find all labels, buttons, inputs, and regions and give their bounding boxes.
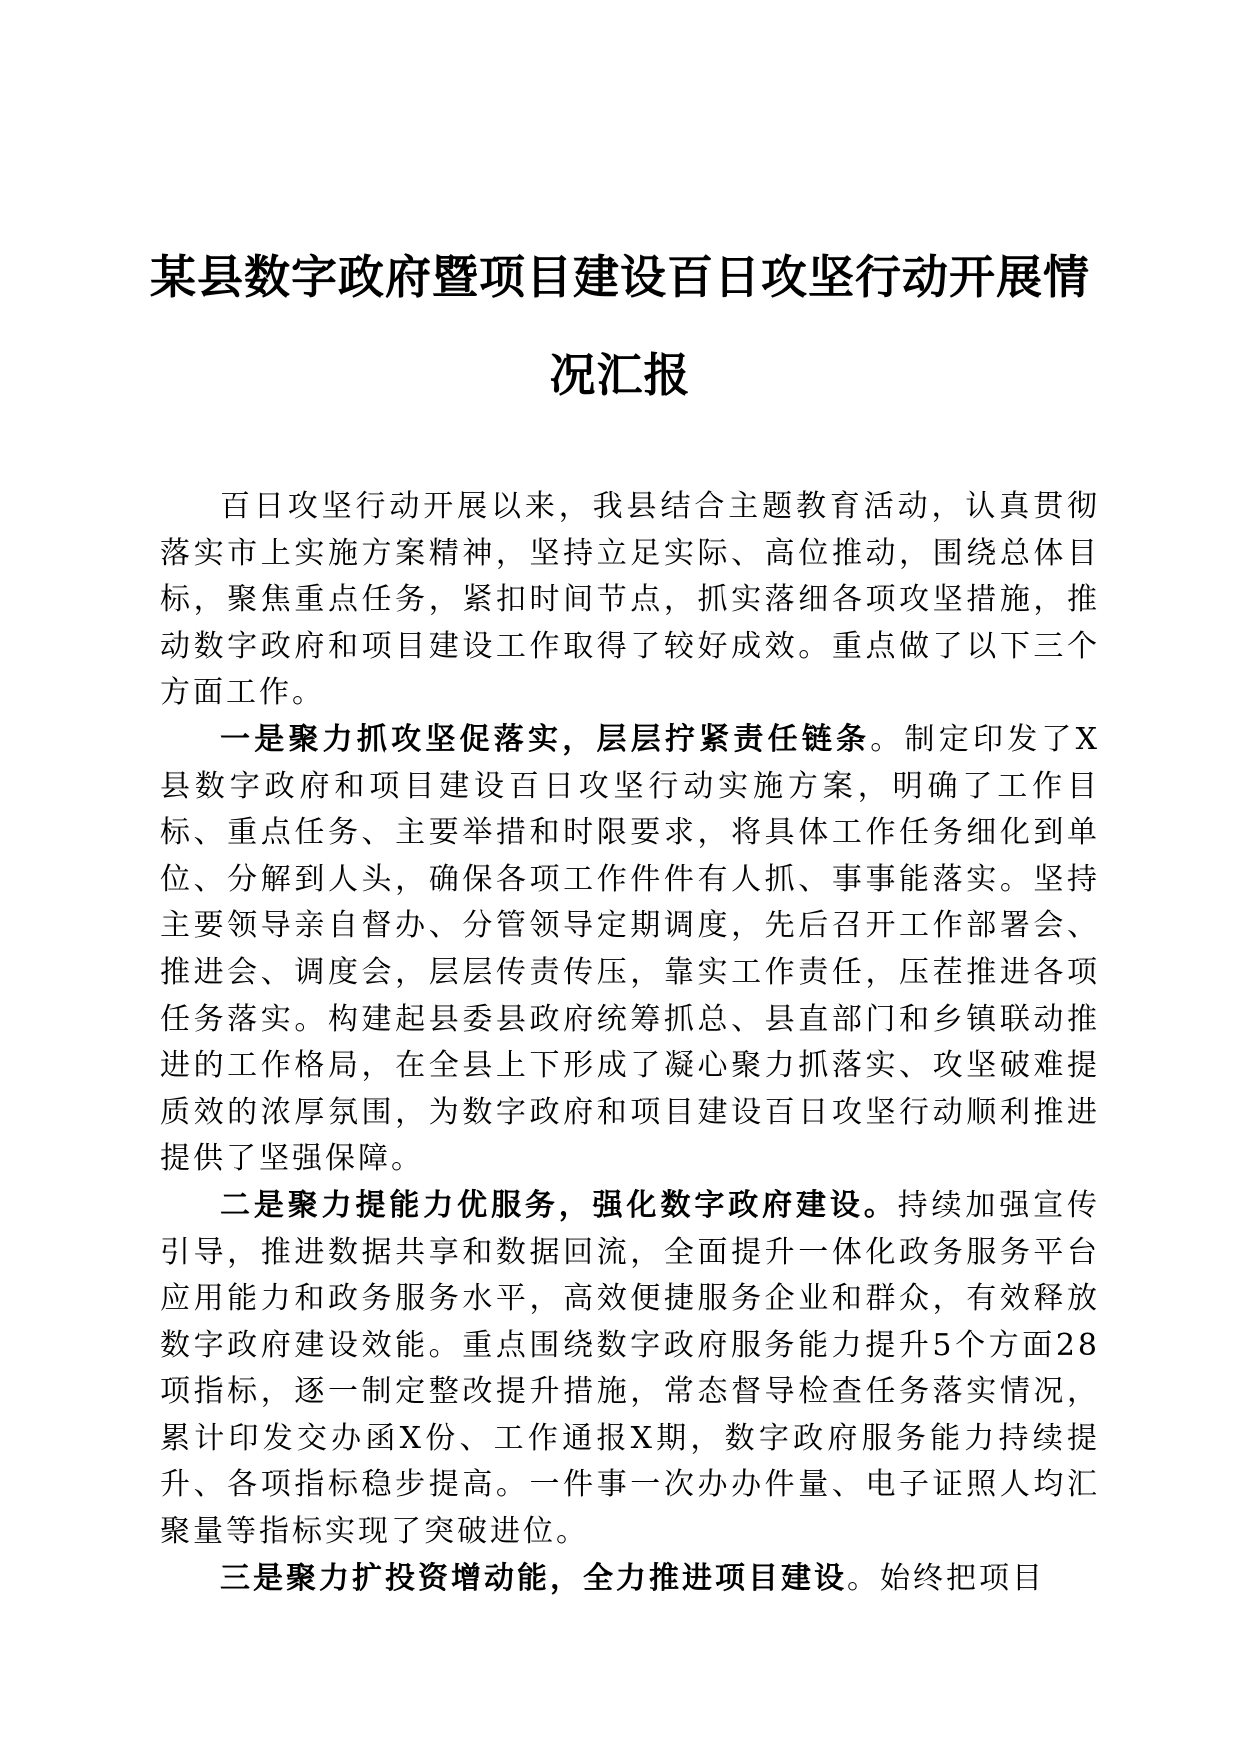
paragraph-text: 。制定印发了X县数字政府和项目建设百日攻坚行动实施方案，明确了工作目标、重点任务、主要举措和时限要求，将具体工作任务细化到单位、分解到人头，确保各项工作件件有人抓、事事能落实。坚持主要领导亲自督办、分管领导定期调度，先后召开工作部署会、推进会、调度会，层层传责传压，靠实工作责任，压茬推进各项任务落实。构建起县委县政府统筹抓总、县直部门和乡镇联动推进的工作格局，在全县上下形成了凝心聚力抓落实、攻坚破难提质效的浓厚氛围，为数字政府和项目建设百日攻坚行动顺利推进提供了坚强保障。: [160, 721, 1101, 1177]
paragraph-section-one: [160, 717, 1100, 1183]
paragraph-lead-heading: 三是聚力扩投资增动能，全力推进项目建设: [220, 1560, 847, 1596]
title-line-2: 况汇报: [549, 348, 691, 402]
title-line-1: 某县数字政府暨项目建设百日攻坚行动开展情: [150, 250, 1090, 304]
document-body: [160, 484, 1100, 1602]
paragraph-section-two: [160, 1183, 1100, 1556]
paragraph-lead-heading: 一是聚力抓攻坚促落实，层层拧紧责任链条: [220, 721, 871, 757]
paragraph-text: 。始终把项目: [847, 1560, 1045, 1596]
paragraph-lead-heading: 二是聚力提能力优服务，强化数字政府建设。: [220, 1187, 898, 1223]
paragraph-text: 持续加强宣传引导，推进数据共享和数据回流，全面提升一体化政务服务平台应用能力和政务服务水平，高效便捷服务企业和群众，有效释放数字政府建设效能。重点围绕数字政府服务能力提升5个方面28项指标，逐一制定整改提升措施，常态督导检查任务落实情况，累计印发交办函X份、工作通报X期，数字政府服务能力持续提升、各项指标稳步提高。一件事一次办办件量、电子证照人均汇聚量等指标实现了突破进位。: [160, 1187, 1101, 1550]
paragraph-intro: [160, 484, 1100, 717]
document-title: [150, 228, 1090, 424]
paragraph-section-three: [160, 1556, 1100, 1603]
paragraph-text: 百日攻坚行动开展以来，我县结合主题教育活动，认真贯彻落实市上实施方案精神，坚持立足实际、高位推动，围绕总体目标，聚焦重点任务，紧扣时间节点，抓实落细各项攻坚措施，推动数字政府和项目建设工作取得了较好成效。重点做了以下三个方面工作。: [160, 489, 1100, 711]
